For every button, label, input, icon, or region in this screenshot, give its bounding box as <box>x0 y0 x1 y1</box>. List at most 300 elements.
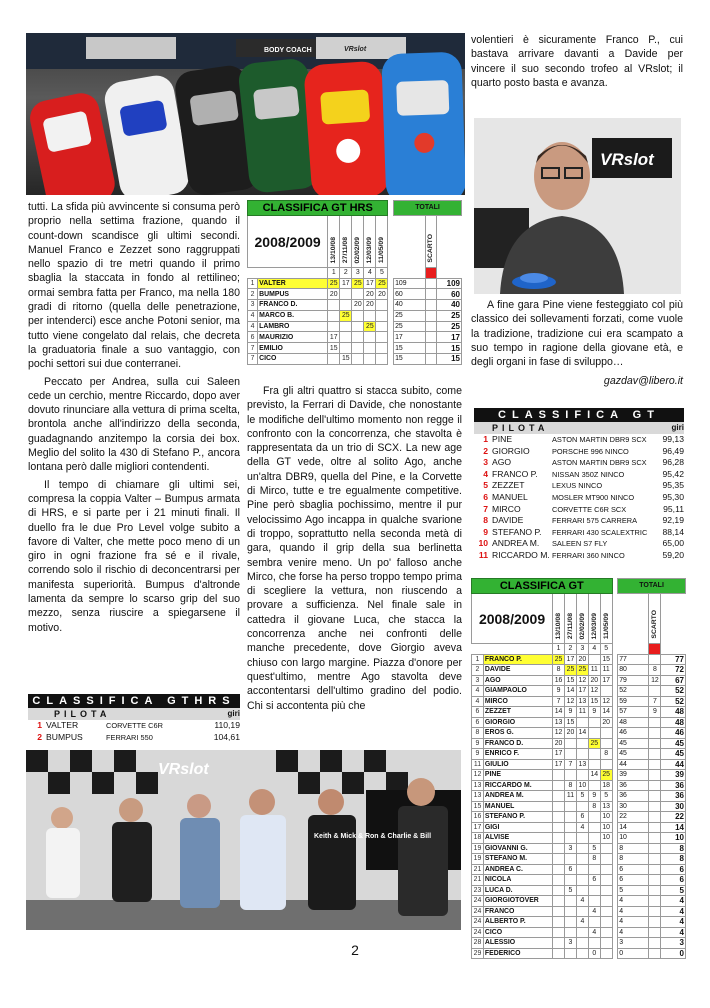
row-score <box>352 343 364 354</box>
row-score: 17 <box>553 759 565 770</box>
standing-car: LEXUS NINCO <box>552 481 603 491</box>
hrs-totals-label: TOTALI <box>394 201 462 216</box>
drivers-illustration <box>26 750 461 930</box>
table-row <box>472 948 686 959</box>
row-score: 13 <box>600 801 612 812</box>
gt-date-1: 13/10/08 <box>555 612 563 639</box>
standing-car: ASTON MARTIN DBR9 SCX <box>552 435 647 444</box>
row-score <box>565 738 577 749</box>
row-position: 24 <box>472 896 484 907</box>
table-row <box>472 885 686 896</box>
gthrs-standings-header <box>28 708 240 720</box>
row-score <box>553 812 565 823</box>
row-discard <box>649 854 661 865</box>
row-score <box>553 833 565 844</box>
gt-date-2: 27/11/08 <box>566 612 574 639</box>
row-score: 4 <box>576 896 588 907</box>
table-row <box>248 300 462 311</box>
row-driver: CICO <box>483 927 552 938</box>
row-score <box>565 927 577 938</box>
row-score <box>565 801 577 812</box>
hrs-date-3: 02/02/09 <box>354 236 362 263</box>
row-discard <box>649 885 661 896</box>
row-score: 10 <box>576 780 588 791</box>
row-score: 20 <box>352 300 364 311</box>
slot-cars-illustration <box>26 33 465 195</box>
row-score: 17 <box>364 278 376 289</box>
row-score: 17 <box>340 278 352 289</box>
standing-position: 9 <box>483 526 488 537</box>
row-score <box>376 321 388 332</box>
row-score <box>576 854 588 865</box>
row-total: 48 <box>618 717 649 728</box>
standing-laps: 110,19 <box>214 720 240 730</box>
table-row <box>472 696 686 707</box>
row-score <box>565 875 577 886</box>
row-final: 30 <box>661 801 686 812</box>
row-driver: NICOLA <box>483 875 552 886</box>
row-discard <box>649 875 661 886</box>
row-score: 8 <box>600 749 612 760</box>
row-score: 17 <box>553 749 565 760</box>
row-total: 4 <box>618 917 649 928</box>
row-score: 4 <box>588 927 600 938</box>
column-3-text-top <box>471 33 683 90</box>
row-final: 67 <box>661 675 686 686</box>
row-total: 8 <box>618 843 649 854</box>
row-final: 14 <box>661 822 686 833</box>
row-score: 15 <box>340 354 352 365</box>
row-score <box>340 321 352 332</box>
row-score <box>588 780 600 791</box>
row-position: 4 <box>248 310 258 321</box>
row-score <box>576 801 588 812</box>
row-score <box>600 738 612 749</box>
row-score <box>600 864 612 875</box>
standing-driver: BUMPUS <box>46 731 83 742</box>
table-row <box>472 906 686 917</box>
row-position: 13 <box>472 791 484 802</box>
row-position: 2 <box>472 665 484 676</box>
standing-car: PORSCHE 996 NINCO <box>552 446 629 456</box>
row-score: 6 <box>576 812 588 823</box>
row-score: 11 <box>600 665 612 676</box>
row-total: 25 <box>394 321 426 332</box>
row-score: 12 <box>565 696 577 707</box>
row-final: 8 <box>661 843 686 854</box>
table-row <box>472 917 686 928</box>
list-item <box>474 469 684 481</box>
row-position: 8 <box>472 728 484 739</box>
row-score: 13 <box>576 696 588 707</box>
row-total: 45 <box>618 738 649 749</box>
row-score: 9 <box>553 686 565 697</box>
gt-scarto-marker <box>649 644 661 655</box>
row-position: 6 <box>472 717 484 728</box>
row-total: 79 <box>618 675 649 686</box>
row-driver: BUMPUS <box>258 289 328 300</box>
row-discard <box>649 801 661 812</box>
table-row <box>472 707 686 718</box>
row-discard <box>649 833 661 844</box>
gthrs-standings <box>28 694 240 743</box>
list-item <box>474 480 684 492</box>
row-position: 28 <box>472 938 484 949</box>
row-driver: RICCARDO M. <box>483 780 552 791</box>
table-row <box>472 654 686 665</box>
row-score <box>588 822 600 833</box>
row-total: 4 <box>618 896 649 907</box>
row-score <box>588 885 600 896</box>
row-score <box>600 896 612 907</box>
row-score: 11 <box>576 707 588 718</box>
banner-body-coach: BODY COACH <box>264 47 312 54</box>
list-item <box>28 720 240 732</box>
row-score <box>553 906 565 917</box>
standing-laps: 96,49 <box>662 445 684 456</box>
row-score <box>352 310 364 321</box>
row-score: 17 <box>565 654 577 665</box>
row-score: 20 <box>565 728 577 739</box>
row-score <box>553 780 565 791</box>
row-final: 77 <box>661 654 686 665</box>
row-score: 20 <box>553 738 565 749</box>
table-row <box>472 675 686 686</box>
row-score <box>565 833 577 844</box>
table-row <box>472 843 686 854</box>
hrs-date-4: 12/03/09 <box>366 236 374 263</box>
col3-paragraph-2: A fine gara Pine viene festeggiato col più classico dei sollevamenti forzati, come vuole la tradizione, tradizione cui era scampato a suo tempo in ragione della giovane età, e degli organi in fase di sviluppo… <box>471 299 683 369</box>
row-total: 60 <box>394 289 426 300</box>
row-position: 4 <box>248 321 258 332</box>
list-item <box>474 538 684 550</box>
row-score: 15 <box>328 343 340 354</box>
standing-driver: PINE <box>492 434 513 444</box>
column-1-text <box>28 200 240 635</box>
row-position: 4 <box>472 686 484 697</box>
row-score: 25 <box>328 278 340 289</box>
row-score: 6 <box>588 875 600 886</box>
row-total: 17 <box>394 332 426 343</box>
gthrs-standings-title: CLASSIFICA GTHRS <box>28 694 240 708</box>
row-score <box>328 321 340 332</box>
row-score: 0 <box>588 948 600 959</box>
row-total: 36 <box>618 780 649 791</box>
row-position: 15 <box>472 801 484 812</box>
row-total: 14 <box>618 822 649 833</box>
row-total: 46 <box>618 728 649 739</box>
table-row <box>248 332 462 343</box>
row-final: 6 <box>661 875 686 886</box>
table-row <box>472 738 686 749</box>
row-position: 2 <box>248 289 258 300</box>
row-discard <box>425 278 436 289</box>
row-total: 5 <box>618 885 649 896</box>
row-score <box>588 654 600 665</box>
row-total: 25 <box>394 310 426 321</box>
row-discard <box>425 321 436 332</box>
row-score <box>376 310 388 321</box>
row-position: 16 <box>472 812 484 823</box>
hrs-table-body <box>248 278 462 364</box>
row-score <box>553 938 565 949</box>
row-score <box>576 738 588 749</box>
row-discard <box>649 843 661 854</box>
row-total: 44 <box>618 759 649 770</box>
standing-driver: STEFANO P. <box>492 526 542 537</box>
standing-position: 5 <box>483 480 488 491</box>
row-score <box>600 875 612 886</box>
row-driver: GIULIO <box>483 759 552 770</box>
standing-driver: RICCARDO M. <box>492 549 550 560</box>
winner-illustration <box>474 118 681 294</box>
gt-round-1: 1 <box>553 644 565 655</box>
row-final: 60 <box>437 289 462 300</box>
row-score <box>600 686 612 697</box>
row-score <box>600 759 612 770</box>
row-final: 3 <box>661 938 686 949</box>
table-row <box>472 770 686 781</box>
standing-car: FERRARI 575 CARRERA <box>552 516 638 526</box>
winner-photo <box>474 118 681 294</box>
gt-pilot-label: PILOTA <box>492 423 549 433</box>
row-position: 18 <box>472 833 484 844</box>
row-driver: FRANCO D. <box>483 738 552 749</box>
row-score: 9 <box>565 707 577 718</box>
row-score: 12 <box>600 696 612 707</box>
gt-round-3: 3 <box>576 644 588 655</box>
col1-paragraph-1: tutti. La sfida più avvincente si consuma però proprio nella settima frazione, quando il count-down scandisce gli ultimi secondi. Manuel Franco e Zezzet sono raggruppati nello spazio di tre metri quando il primo sbaglia la staccata in fondo al rettilineo; ormai sembra fatta per Franco, ma nella 180 gradi di ritorno (quella delle penetrazione, per intenderci) esce anche Potoni senior, ma tutto viene congelato dal relais, che decreta la graduatoria finale a suo vantaggio, con pochi settori sui due conterranei. <box>28 201 240 371</box>
row-score <box>600 728 612 739</box>
standing-laps: 95,30 <box>662 491 684 502</box>
row-score: 25 <box>588 738 600 749</box>
row-discard: 7 <box>649 696 661 707</box>
row-score: 15 <box>600 654 612 665</box>
row-total: 8 <box>618 854 649 865</box>
row-position: 1 <box>248 278 258 289</box>
row-total: 10 <box>618 833 649 844</box>
row-discard <box>649 759 661 770</box>
row-score <box>376 354 388 365</box>
row-score: 15 <box>588 696 600 707</box>
hrs-title: CLASSIFICA GT HRS <box>248 201 388 216</box>
row-discard: 8 <box>649 665 661 676</box>
table-row <box>248 321 462 332</box>
row-discard <box>649 927 661 938</box>
row-score: 5 <box>565 885 577 896</box>
row-score <box>588 938 600 949</box>
row-score: 14 <box>600 707 612 718</box>
row-score: 12 <box>553 728 565 739</box>
row-driver: CICO <box>258 354 328 365</box>
row-score <box>588 717 600 728</box>
row-score <box>553 854 565 865</box>
row-position: 6 <box>472 707 484 718</box>
row-discard <box>649 728 661 739</box>
standing-driver: FRANCO P. <box>492 468 538 479</box>
row-driver: ALBERTO P. <box>483 917 552 928</box>
row-score <box>376 332 388 343</box>
row-score: 4 <box>576 822 588 833</box>
hrs-round-4: 4 <box>364 268 376 279</box>
table-row <box>472 801 686 812</box>
standing-laps: 92,19 <box>662 515 684 526</box>
slot-cars-photo <box>26 33 465 195</box>
row-score <box>553 864 565 875</box>
standing-position: 11 <box>478 549 488 560</box>
row-driver: MANUEL <box>483 801 552 812</box>
row-total: 36 <box>618 791 649 802</box>
row-total: 109 <box>394 278 426 289</box>
row-final: 0 <box>661 948 686 959</box>
list-item <box>474 446 684 458</box>
row-final: 39 <box>661 770 686 781</box>
row-total: 22 <box>618 812 649 823</box>
row-score <box>588 812 600 823</box>
hrs-round-3: 3 <box>352 268 364 279</box>
row-discard <box>425 354 436 365</box>
row-score <box>588 864 600 875</box>
table-row <box>472 749 686 760</box>
row-score <box>340 332 352 343</box>
row-position: 23 <box>472 885 484 896</box>
row-score <box>576 948 588 959</box>
list-item <box>474 504 684 516</box>
standing-position: 3 <box>483 457 488 468</box>
row-position: 6 <box>248 332 258 343</box>
gt-standings <box>474 408 684 562</box>
table-row <box>472 833 686 844</box>
row-score: 25 <box>600 770 612 781</box>
row-score: 15 <box>565 717 577 728</box>
row-score <box>340 343 352 354</box>
row-score: 10 <box>600 833 612 844</box>
row-discard: 9 <box>649 707 661 718</box>
list-item <box>474 550 684 562</box>
row-driver: ALVISE <box>483 833 552 844</box>
row-score: 20 <box>576 654 588 665</box>
row-final: 17 <box>437 332 462 343</box>
row-score <box>588 917 600 928</box>
row-driver: ENRICO F. <box>483 749 552 760</box>
row-discard <box>425 289 436 300</box>
col3-paragraph-1: volentieri è sicuramente Franco P., cui bastava arrivare davanti a Davide per vincere il suo secondo trofeo al VRslot; il quarto posto basta e avanza. <box>471 34 683 89</box>
row-driver: GIAMPAOLO <box>483 686 552 697</box>
standing-car: FERRARI 550 <box>106 732 153 742</box>
row-discard <box>649 917 661 928</box>
gt-standings-title: CLASSIFICA GT <box>474 408 684 422</box>
standing-car: MOSLER MT900 NINCO <box>552 492 635 502</box>
row-score: 8 <box>553 665 565 676</box>
shirt-print: Keith & Mick & Ron & Charlie & Bill <box>314 833 432 840</box>
row-score: 17 <box>576 686 588 697</box>
row-final: 45 <box>661 749 686 760</box>
row-score <box>352 354 364 365</box>
row-final: 45 <box>661 738 686 749</box>
row-driver: AGO <box>483 675 552 686</box>
row-final: 8 <box>661 854 686 865</box>
table-row <box>472 728 686 739</box>
row-score <box>553 822 565 833</box>
table-row <box>472 780 686 791</box>
row-driver: FEDERICO <box>483 948 552 959</box>
table-row <box>248 343 462 354</box>
row-total: 6 <box>618 864 649 875</box>
row-driver: FRANCO <box>483 906 552 917</box>
row-score <box>340 289 352 300</box>
row-discard <box>649 896 661 907</box>
row-score <box>553 770 565 781</box>
row-score <box>600 927 612 938</box>
gt-giri-label: giri <box>671 423 684 432</box>
standing-position: 1 <box>483 434 488 444</box>
row-driver: PINE <box>483 770 552 781</box>
gt-round-5: 5 <box>600 644 612 655</box>
row-score: 18 <box>600 780 612 791</box>
row-total: 57 <box>618 707 649 718</box>
row-score: 20 <box>364 300 376 311</box>
row-score <box>600 854 612 865</box>
row-total: 40 <box>394 300 426 311</box>
row-final: 52 <box>661 696 686 707</box>
gt-standings-header <box>474 422 684 434</box>
row-total: 0 <box>618 948 649 959</box>
row-discard <box>425 310 436 321</box>
row-score <box>565 822 577 833</box>
row-discard <box>649 812 661 823</box>
list-item <box>28 732 240 744</box>
row-score <box>364 343 376 354</box>
row-score: 5 <box>576 791 588 802</box>
row-total: 45 <box>618 749 649 760</box>
table-row <box>472 896 686 907</box>
row-position: 21 <box>472 864 484 875</box>
row-score <box>364 332 376 343</box>
row-score <box>565 812 577 823</box>
crowd-banner-1: VRslot <box>158 761 209 778</box>
row-final: 36 <box>661 791 686 802</box>
row-final: 48 <box>661 707 686 718</box>
list-item <box>474 527 684 539</box>
row-final: 4 <box>661 896 686 907</box>
standing-driver: GIORGIO <box>492 445 530 456</box>
row-score <box>364 310 376 321</box>
row-final: 4 <box>661 906 686 917</box>
col1-paragraph-3: Il tempo di chiamare gli ultimi sei, compresa la coppia Valter – Bumpus armata di HRS, e si parte per i 21 minuti finali. Il duello fra le due Pro Level volge subito a favore di Valter, che mette poco meno di un giro in ogni frazione fra sé e il rivale, correndo solo il rischio di deconcentrarsi per manifesta superiorità. Bumpus d'altronde lamenta da sempre lo scarso grip del suo mezzo, senza riuscire a spiegarsene il motivo. <box>28 478 240 634</box>
row-score: 7 <box>565 759 577 770</box>
row-total: 6 <box>618 875 649 886</box>
hrs-date-5: 11/05/09 <box>378 236 386 263</box>
row-final: 5 <box>661 885 686 896</box>
row-score <box>328 300 340 311</box>
row-discard <box>649 780 661 791</box>
winner-banner: VRslot <box>600 150 654 169</box>
standing-laps: 95,42 <box>662 468 684 479</box>
row-discard <box>649 822 661 833</box>
row-driver: EROS G. <box>483 728 552 739</box>
standing-laps: 96,28 <box>662 457 684 468</box>
gt-scarto-label: SCARTO <box>651 610 659 639</box>
table-row <box>248 310 462 321</box>
row-discard <box>649 864 661 875</box>
row-discard: 12 <box>649 675 661 686</box>
gthrs-standings-rows <box>28 720 240 743</box>
row-position: 13 <box>472 780 484 791</box>
row-final: 72 <box>661 665 686 676</box>
row-score: 6 <box>565 864 577 875</box>
row-position: 1 <box>472 654 484 665</box>
gt-round-4: 4 <box>588 644 600 655</box>
